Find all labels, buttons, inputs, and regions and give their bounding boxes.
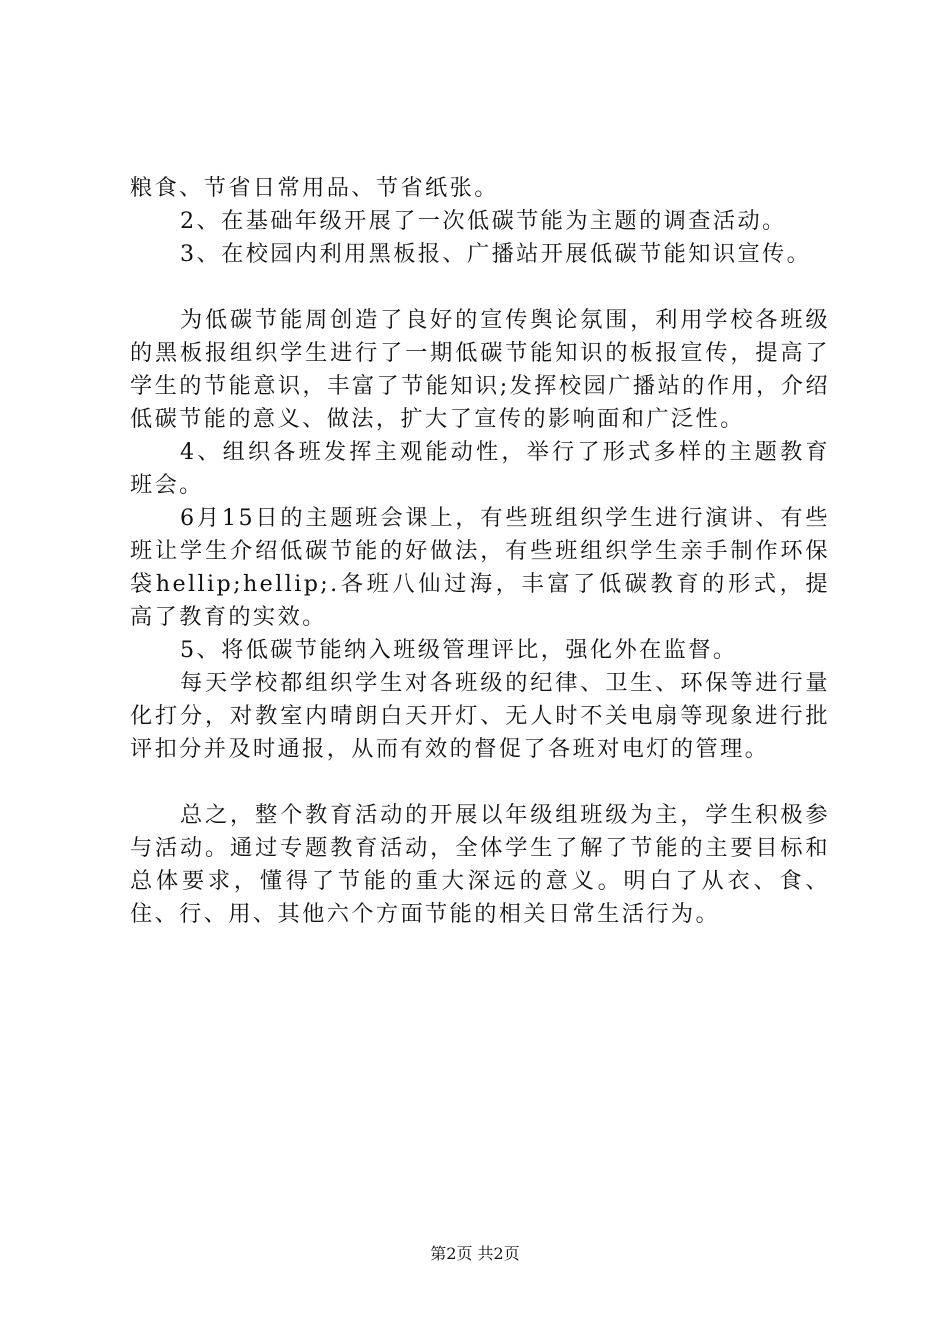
- paragraph-9: 总之，整个教育活动的开展以年级组班级为主，学生积极参与活动。通过专题教育活动，全体学生了解了节能的主要目标和总体要求，懂得了节能的重大深远的意义。明白了从衣、食、住、行、用、其他六个方面节能的相关日常生活行为。: [130, 802, 830, 927]
- paragraph-8: 每天学校都组织学生对各班级的纪律、卫生、环保等进行量化打分，对教室内晴朗白天开灯、无人时不关电扇等现象进行批评扣分并及时通报，从而有效的督促了各班对电灯的管理。: [130, 670, 830, 762]
- paragraph-6: 6月15日的主题班会课上，有些班组织学生进行演讲、有些班让学生介绍低碳节能的好做法，有些班组织学生亲手制作环保袋hellip;hellip;.各班八仙过海，丰富了低碳教育的形式，提高了教育的实效。: [130, 505, 830, 630]
- document-body: [130, 172, 830, 931]
- paragraph-spacer: [130, 766, 830, 799]
- paragraph-spacer: [130, 271, 830, 304]
- paragraph-3: 3、在校园内利用黑板报、广播站开展低碳节能知识宣传。: [180, 241, 812, 267]
- page-number-footer: 第2页 共2页: [430, 1244, 520, 1263]
- paragraph-4: 为低碳节能周创造了良好的宣传舆论氛围，利用学校各班级的黑板报组织学生进行了一期低碳节能知识的板报宣传，提高了学生的节能意识，丰富了节能知识;发挥校园广播站的作用，介绍低碳节能的意义、做法，扩大了宣传的影响面和广泛性。: [130, 307, 830, 432]
- paragraph-5: 4、组织各班发挥主观能动性，举行了形式多样的主题教育班会。: [130, 439, 830, 498]
- paragraph-1: 粮食、节省日常用品、节省纸张。: [130, 175, 499, 201]
- paragraph-7: 5、将低碳节能纳入班级管理评比，强化外在监督。: [180, 637, 738, 663]
- paragraph-2: 2、在基础年级开展了一次低碳节能为主题的调查活动。: [180, 208, 787, 234]
